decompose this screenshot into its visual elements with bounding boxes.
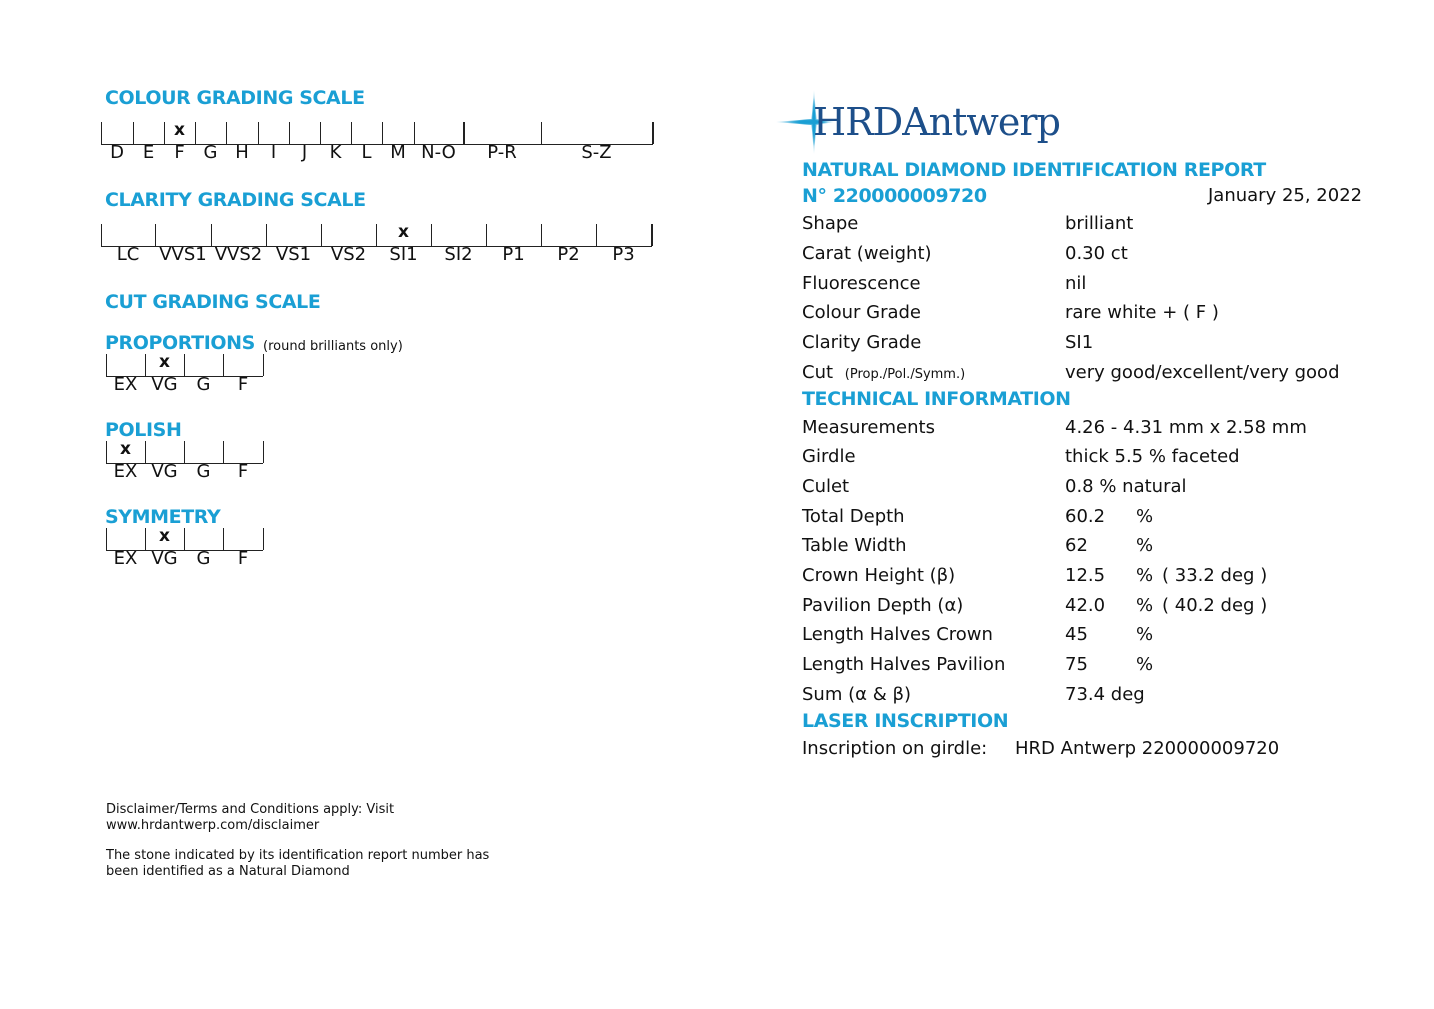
- field-cut-sublabel: (Prop./Pol./Symm.): [844, 367, 966, 382]
- colour-tick: [351, 122, 352, 144]
- field-carat-value: 0.30 ct: [1065, 243, 1128, 264]
- tech-lhc-label: Length Halves Crown: [802, 624, 993, 645]
- tech-pavilion-depth-value: 42.0: [1065, 595, 1106, 616]
- proportions-note: (round brilliants only): [263, 339, 403, 354]
- colour-tick: [258, 122, 259, 144]
- report-date: January 25, 2022: [1208, 185, 1363, 206]
- polish-tick: [184, 441, 185, 463]
- colour-tick: [226, 122, 227, 144]
- clarity-tick: [321, 224, 322, 246]
- colour-grade-label: E: [142, 142, 155, 163]
- tech-pavilion-depth-label: Pavilion Depth (α): [802, 595, 964, 616]
- clarity-grade-label: P2: [557, 244, 580, 265]
- tech-lhp-unit: %: [1136, 654, 1154, 675]
- tech-total-depth-unit: %: [1136, 506, 1154, 527]
- report-title: NATURAL DIAMOND IDENTIFICATION REPORT: [802, 159, 1266, 181]
- field-fluorescence-value: nil: [1065, 273, 1087, 294]
- colour-grade-label: S-Z: [581, 142, 612, 163]
- proportions-tick: [184, 354, 185, 376]
- proportions-grade-label: G: [196, 374, 211, 395]
- tech-sum-value: 73.4 deg: [1065, 684, 1145, 705]
- polish-tick: [145, 441, 146, 463]
- field-clarity-label: Clarity Grade: [802, 332, 922, 353]
- colour-tick: [320, 122, 321, 144]
- colour-grade-label: G: [203, 142, 218, 163]
- field-cut-label-main: Cut: [802, 362, 834, 383]
- proportions-tick: [106, 354, 107, 376]
- polish-tick: [106, 441, 107, 463]
- clarity-tick: [541, 224, 542, 246]
- tech-crown-height-unit: %: [1136, 565, 1154, 586]
- colour-scale-heading: COLOUR GRADING SCALE: [105, 87, 365, 109]
- field-cut-value: very good/excellent/very good: [1065, 362, 1340, 383]
- laser-label: Inscription on girdle:: [802, 738, 988, 759]
- tech-culet-label: Culet: [802, 476, 850, 497]
- clarity-tick: [376, 224, 377, 246]
- colour-tick: [652, 122, 654, 144]
- tech-total-depth-label: Total Depth: [802, 506, 905, 527]
- symmetry-grade-label: EX: [113, 548, 138, 569]
- proportions-tick: [263, 354, 264, 376]
- polish-tick: [263, 441, 264, 463]
- tech-girdle-value: thick 5.5 % faceted: [1065, 446, 1240, 467]
- field-fluorescence-label: Fluorescence: [802, 273, 921, 294]
- clarity-tick: [596, 224, 597, 246]
- polish-grade-label: VG: [151, 461, 178, 482]
- clarity-grade-label: SI1: [389, 244, 418, 265]
- polish-grade-label: EX: [113, 461, 138, 482]
- colour-selected-mark: x: [174, 120, 185, 140]
- clarity-tick: [486, 224, 487, 246]
- field-shape-value: brilliant: [1065, 213, 1134, 234]
- symmetry-tick: [184, 528, 185, 550]
- tech-measurements-value: 4.26 - 4.31 mm x 2.58 mm: [1065, 417, 1307, 438]
- clarity-scale-heading: CLARITY GRADING SCALE: [105, 189, 366, 211]
- field-carat-label: Carat (weight): [802, 243, 932, 264]
- colour-grade-label: P-R: [487, 142, 517, 163]
- clarity-grade-label: P3: [612, 244, 635, 265]
- proportions-scale: [106, 352, 263, 395]
- tech-crown-height-value: 12.5: [1065, 565, 1106, 586]
- tech-measurements-label: Measurements: [802, 417, 935, 438]
- symmetry-scale: [106, 526, 263, 569]
- polish-tick: [223, 441, 224, 463]
- proportions-selected-mark: x: [159, 352, 170, 372]
- colour-tick: [101, 122, 102, 144]
- symmetry-grade-label: VG: [151, 548, 178, 569]
- laser-value: HRD Antwerp 220000009720: [1015, 738, 1280, 759]
- colour-tick: [195, 122, 196, 144]
- clarity-grade-label: VVS1: [159, 244, 207, 265]
- tech-table-width-unit: %: [1136, 535, 1154, 556]
- natural-diamond-statement: The stone indicated by its identification report number has been identified as a Natural Diamond: [106, 848, 490, 879]
- field-colour-label: Colour Grade: [802, 302, 922, 323]
- symmetry-grade-label: F: [237, 548, 249, 569]
- clarity-grade-label: VS1: [275, 244, 312, 265]
- colour-grade-label: N-O: [421, 142, 456, 163]
- field-clarity-value: SI1: [1065, 332, 1094, 353]
- tech-lhp-value: 75: [1065, 654, 1088, 675]
- proportions-heading: PROPORTIONS: [105, 332, 255, 354]
- field-shape-label: Shape: [802, 213, 859, 234]
- proportions-grade-label: VG: [151, 374, 178, 395]
- colour-grade-label: H: [235, 142, 249, 163]
- clarity-grade-label: LC: [116, 244, 140, 265]
- colour-tick: [541, 122, 542, 144]
- colour-grade-label: L: [361, 142, 372, 163]
- colour-tick: [289, 122, 290, 144]
- colour-tick: [382, 122, 383, 144]
- clarity-tick: [266, 224, 267, 246]
- colour-grading-scale: [101, 120, 653, 163]
- tech-crown-height-angle: ( 33.2 deg ): [1162, 565, 1268, 586]
- hrd-antwerp-logo-text: HRDAntwerp: [813, 100, 1060, 144]
- clarity-grade-label: VVS2: [214, 244, 263, 265]
- technical-heading: TECHNICAL INFORMATION: [802, 388, 1071, 410]
- polish-selected-mark: x: [120, 439, 131, 459]
- polish-grade-label: G: [196, 461, 211, 482]
- tech-pavilion-depth-unit: %: [1136, 595, 1154, 616]
- symmetry-grade-label: G: [196, 548, 211, 569]
- tech-lhc-unit: %: [1136, 624, 1154, 645]
- symmetry-heading: SYMMETRY: [105, 506, 221, 528]
- clarity-tick: [211, 224, 212, 246]
- tech-table-width-value: 62: [1065, 535, 1088, 556]
- clarity-tick: [431, 224, 432, 246]
- clarity-tick: [155, 224, 156, 246]
- colour-grade-label: J: [301, 142, 308, 163]
- colour-grade-label: M: [390, 142, 406, 163]
- clarity-grade-label: SI2: [444, 244, 473, 265]
- tech-lhp-label: Length Halves Pavilion: [802, 654, 1006, 675]
- field-cut-label: [802, 362, 965, 383]
- clarity-tick: [101, 224, 102, 246]
- cut-scale-heading: CUT GRADING SCALE: [105, 291, 321, 313]
- symmetry-tick: [145, 528, 146, 550]
- tech-sum-label: Sum (α & β): [802, 684, 911, 705]
- clarity-tick: [651, 224, 653, 246]
- clarity-grading-scale: [101, 222, 652, 265]
- colour-tick: [133, 122, 134, 144]
- laser-heading: LASER INSCRIPTION: [802, 710, 1009, 732]
- colour-grade-label: D: [110, 142, 124, 163]
- colour-tick: [463, 122, 465, 144]
- tech-pavilion-depth-angle: ( 40.2 deg ): [1162, 595, 1268, 616]
- colour-tick: [414, 122, 415, 144]
- colour-grade-label: F: [174, 142, 185, 163]
- clarity-selected-mark: x: [398, 222, 409, 242]
- tech-table-width-label: Table Width: [802, 535, 907, 556]
- polish-scale: [106, 439, 263, 482]
- disclaimer-text: Disclaimer/Terms and Conditions apply: Visit www.hrdantwerp.com/disclaimer: [106, 802, 395, 833]
- field-colour-value: rare white + ( F ): [1065, 302, 1219, 323]
- symmetry-tick: [263, 528, 264, 550]
- proportions-grade-label: F: [237, 374, 249, 395]
- tech-lhc-value: 45: [1065, 624, 1088, 645]
- tech-crown-height-label: Crown Height (β): [802, 565, 956, 586]
- tech-culet-value: 0.8 % natural: [1065, 476, 1187, 497]
- tech-girdle-label: Girdle: [802, 446, 856, 467]
- proportions-tick: [145, 354, 146, 376]
- symmetry-tick: [223, 528, 224, 550]
- proportions-tick: [223, 354, 224, 376]
- polish-heading: POLISH: [105, 419, 182, 441]
- tech-total-depth-value: 60.2: [1065, 506, 1106, 527]
- colour-grade-label: K: [329, 142, 342, 163]
- clarity-grade-label: P1: [502, 244, 525, 265]
- proportions-grade-label: EX: [113, 374, 138, 395]
- clarity-grade-label: VS2: [330, 244, 367, 265]
- colour-grade-label: I: [270, 142, 277, 163]
- symmetry-tick: [106, 528, 107, 550]
- polish-grade-label: F: [237, 461, 249, 482]
- symmetry-selected-mark: x: [159, 526, 170, 546]
- report-number: N° 220000009720: [802, 185, 987, 207]
